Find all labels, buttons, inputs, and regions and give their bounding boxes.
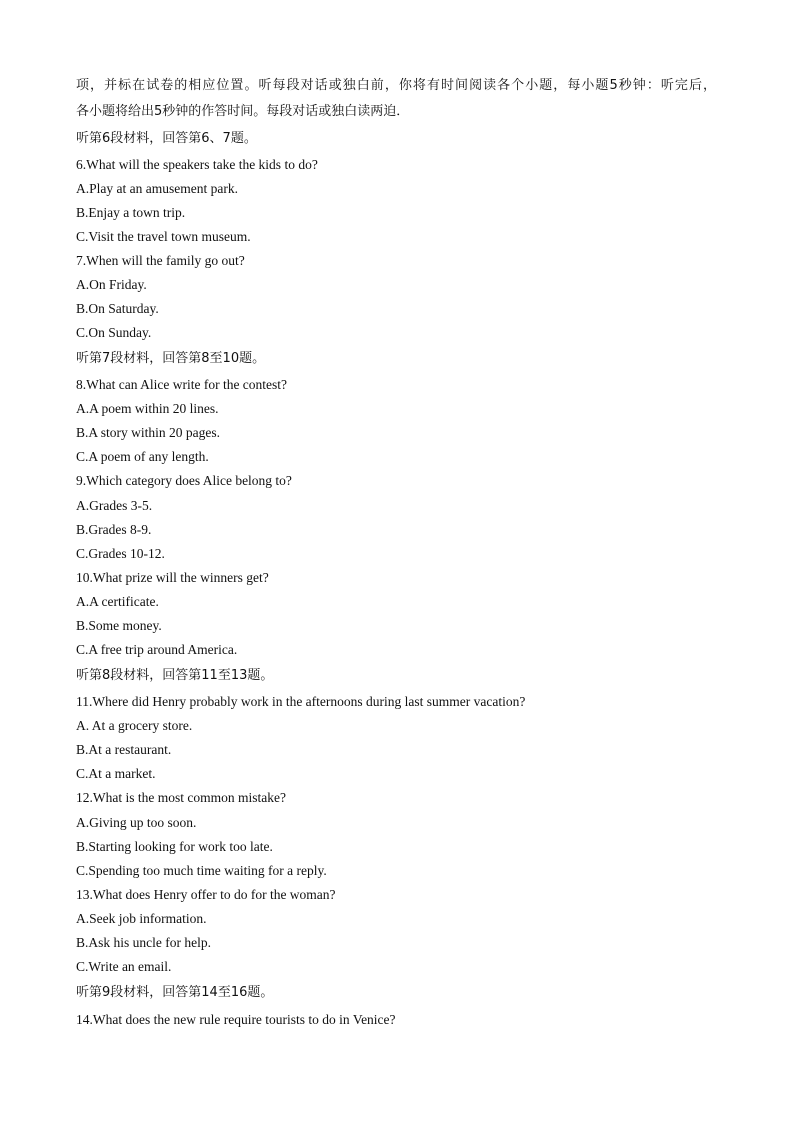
question-14: 14.What does the new rule require tourists to do in Venice? xyxy=(76,1012,396,1027)
section-8-heading: 听第8段材料，回答第11至13题。 xyxy=(76,668,274,683)
question-11: 11.Where did Henry probably work in the afternoons during last summer vacation? xyxy=(76,694,526,709)
instructions-line-1: 项，并标在试卷的相应位置。听每段对话或独白前，你将有时间阅读各个小题，每小题5秒钟：听完后， xyxy=(76,78,716,93)
question-11-option-b: B.At a restaurant. xyxy=(76,742,172,757)
question-6-option-b: B.Enjay a town trip. xyxy=(76,205,186,220)
section-7-heading: 听第7段材料，回答第8至10题。 xyxy=(76,351,266,366)
question-12: 12.What is the most common mistake? xyxy=(76,790,286,805)
question-10-option-c: C.A free trip around America. xyxy=(76,642,238,657)
question-13: 13.What does Henry offer to do for the woman? xyxy=(76,887,336,902)
question-11-option-c: C.At a market. xyxy=(76,766,156,781)
question-6-option-c: C.Visit the travel town museum. xyxy=(76,229,251,244)
section-6-heading: 听第6段材料，回答第6、7题。 xyxy=(76,131,257,146)
question-13-option-c: C.Write an email. xyxy=(76,959,172,974)
question-10: 10.What prize will the winners get? xyxy=(76,570,269,585)
question-6-option-a: A.Play at an amusement park. xyxy=(76,181,238,196)
question-13-option-b: B.Ask his uncle for help. xyxy=(76,935,211,950)
question-6: 6.What will the speakers take the kids to do? xyxy=(76,157,318,172)
question-7-option-a: A.On Friday. xyxy=(76,277,147,292)
question-7-option-c: C.On Sunday. xyxy=(76,325,152,340)
question-12-option-c: C.Spending too much time waiting for a reply. xyxy=(76,863,327,878)
question-11-option-a: A. At a grocery store. xyxy=(76,718,193,733)
question-13-option-a: A.Seek job information. xyxy=(76,911,207,926)
question-10-option-a: A.A certificate. xyxy=(76,594,159,609)
question-9-option-a: A.Grades 3-5. xyxy=(76,498,153,513)
question-12-option-a: A.Giving up too soon. xyxy=(76,815,197,830)
question-8: 8.What can Alice write for the contest? xyxy=(76,377,288,392)
instructions-line-2: 各小题将给出5秒钟的作答时间。每段对话或独白读两迫． xyxy=(76,104,410,119)
question-9-option-c: C.Grades 10-12. xyxy=(76,546,165,561)
section-9-heading: 听第9段材料，回答第14至16题。 xyxy=(76,985,274,1000)
question-8-option-a: A.A poem within 20 lines. xyxy=(76,401,219,416)
question-8-option-c: C.A poem of any length. xyxy=(76,449,209,464)
question-9-option-b: B.Grades 8-9. xyxy=(76,522,152,537)
question-9: 9.Which category does Alice belong to? xyxy=(76,473,292,488)
question-8-option-b: B.A story within 20 pages. xyxy=(76,425,220,440)
question-7: 7.When will the family go out? xyxy=(76,253,245,268)
question-10-option-b: B.Some money. xyxy=(76,618,162,633)
question-7-option-b: B.On Saturday. xyxy=(76,301,159,316)
question-12-option-b: B.Starting looking for work too late. xyxy=(76,839,273,854)
